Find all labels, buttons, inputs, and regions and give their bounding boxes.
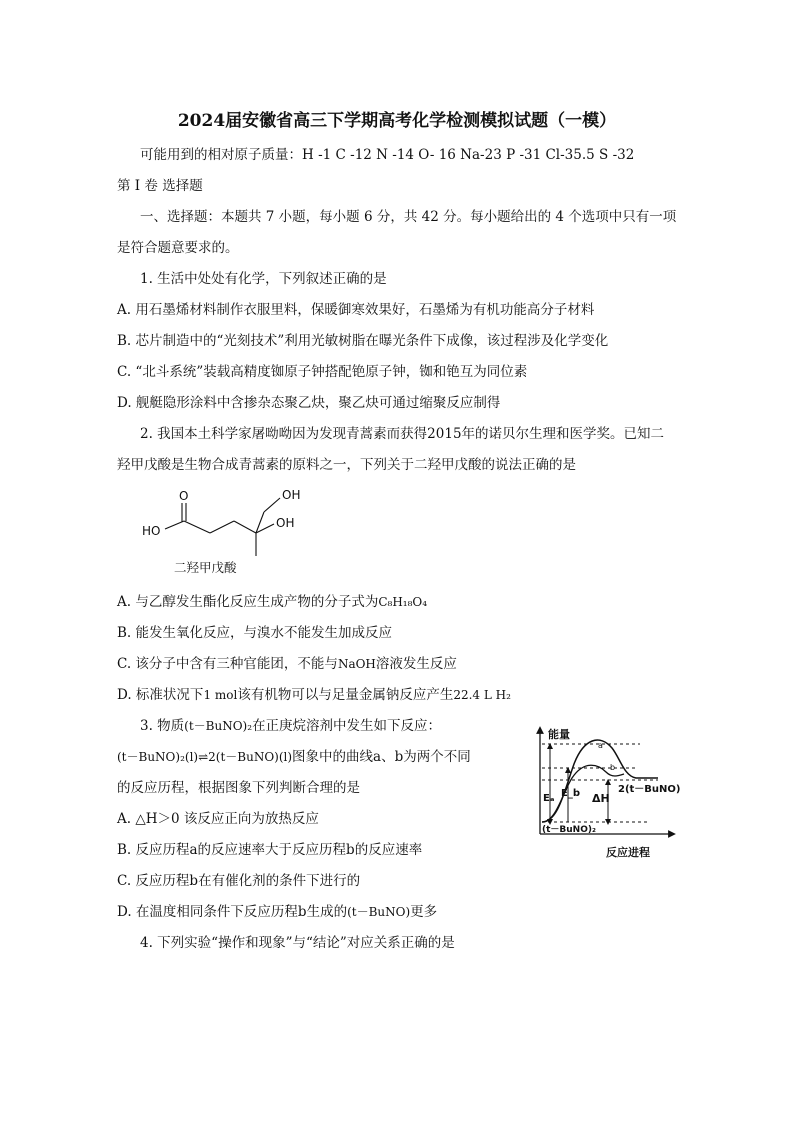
energy-diagram	[530, 722, 690, 862]
q3-stem-1-tail: 在正庚烷溶剂中发生如下反应：	[252, 718, 442, 734]
q3-option-d-text: D. 在温度相同条件下反应历程b生成的	[117, 904, 348, 920]
delta-h-label: ΔH	[592, 792, 610, 805]
q2-option-d-mid: 该有机物可以与足量金属钠反应产生	[237, 687, 454, 703]
formula-tbuno2: (t－BuNO)₂	[184, 719, 253, 733]
formula-c8h18o4: C₈H₁₈O₄	[378, 595, 428, 609]
naoh-label: NaOH	[337, 657, 376, 671]
q4-stem: 4. 下列实验“操作和现象”与“结论”对应关系正确的是	[140, 935, 455, 951]
q2-option-d-text: D. 标准状况下	[117, 687, 204, 703]
x-axis-label: 反应进程	[606, 846, 650, 859]
q3-stem-2	[117, 748, 471, 766]
q2-stem-2: 羟甲戊酸是生物合成青蒿素的原料之一，下列关于二羟甲戊酸的说法正确的是	[117, 457, 576, 473]
reactant-label: (t－BuNO)₂	[542, 825, 596, 835]
ho-label: HO	[142, 524, 161, 538]
oh-top-label: OH	[282, 488, 301, 502]
q2-option-c-tail: 溶液发生反应	[375, 656, 457, 672]
o-atom-label: O	[179, 489, 189, 503]
instructions-line-1: 一、选择题：本题共 7 小题，每小题 6 分，共 42 分。每小题给出的 4 个选项中只有一项	[140, 209, 677, 225]
q2-option-c	[117, 655, 457, 673]
curve-a-label: a	[598, 741, 603, 750]
q2-option-a-text: A. 与乙醇发生酯化反应生成产物的分子式为	[117, 594, 379, 610]
eb-label: E_b	[561, 788, 580, 799]
q2-option-d	[117, 686, 511, 704]
structure-diagram	[138, 484, 318, 580]
q1-stem: 1. 生活中处处有化学，下列叙述正确的是	[140, 271, 387, 287]
page-title: 2024届安徽省高三下学期高考化学检测模拟试题（一模）	[177, 111, 617, 131]
q2-option-a	[117, 593, 427, 611]
q2-option-c-text: C. 该分子中含有三种官能团，不能与	[117, 656, 338, 672]
structure-caption: 二羟甲戊酸	[174, 560, 237, 575]
formula-tbuno: (t－BuNO)	[347, 905, 411, 919]
q2-option-b: B. 能发生氧化反应，与溴水不能发生加成反应	[117, 625, 393, 641]
curve-a	[542, 740, 658, 822]
ea-label: Eₐ	[543, 793, 555, 804]
gas-volume: 22.4 L H₂	[453, 688, 511, 702]
y-axis-label: 能量	[548, 728, 570, 741]
amount-1mol: 1 mol	[203, 688, 238, 702]
q3-stem-1-text: 3. 物质	[140, 718, 185, 734]
q3-option-c: C. 反应历程b在有催化剂的条件下进行的	[117, 873, 361, 889]
q3-option-a: A. △H＞0 该反应正向为放热反应	[117, 811, 319, 827]
section-heading: 第 I 卷 选择题	[117, 178, 203, 194]
q3-stem-3: 的反应历程，根据图象下列判断合理的是	[117, 780, 360, 796]
q2-stem-1: 2. 我国本土科学家屠呦呦因为发现青蒿素而获得2015年的诺贝尔生理和医学奖。已知二	[140, 426, 665, 442]
q1-option-c: C. “北斗系统”装载高精度铷原子钟搭配铯原子钟，铷和铯互为同位素	[117, 364, 528, 380]
q1-option-a: A. 用石墨烯材料制作衣服里料，保暖御寒效果好，石墨烯为有机功能高分子材料	[117, 302, 595, 318]
q3-stem-2-tail: 图象中的曲线a、b为两个不同	[292, 749, 471, 765]
q3-option-d-tail: 更多	[410, 904, 438, 920]
q3-option-d	[117, 903, 437, 921]
instructions-line-2: 是符合题意要求的。	[117, 240, 239, 256]
q1-option-d: D. 舰艇隐形涂料中含掺杂态聚乙炔，聚乙炔可通过缩聚反应制得	[117, 395, 501, 411]
reaction-equation: (t－BuNO)₂(l)⇌2(t－BuNO)(l)	[117, 750, 293, 764]
atomic-masses: 可能用到的相对原子质量：H -1 C -12 N -14 O- 16 Na-23 P -31 Cl-35.5 S -32	[140, 147, 635, 163]
q3-stem-1	[140, 717, 441, 735]
q3-option-b: B. 反应历程a的反应速率大于反应历程b的反应速率	[117, 842, 423, 858]
oh-mid-label: OH	[276, 516, 295, 530]
product-label: 2(t－BuNO)	[618, 784, 681, 795]
q1-option-b: B. 芯片制造中的“光刻技术”利用光敏树脂在曝光条件下成像，该过程涉及化学变化	[117, 333, 609, 349]
curve-b-label: b	[610, 763, 616, 772]
